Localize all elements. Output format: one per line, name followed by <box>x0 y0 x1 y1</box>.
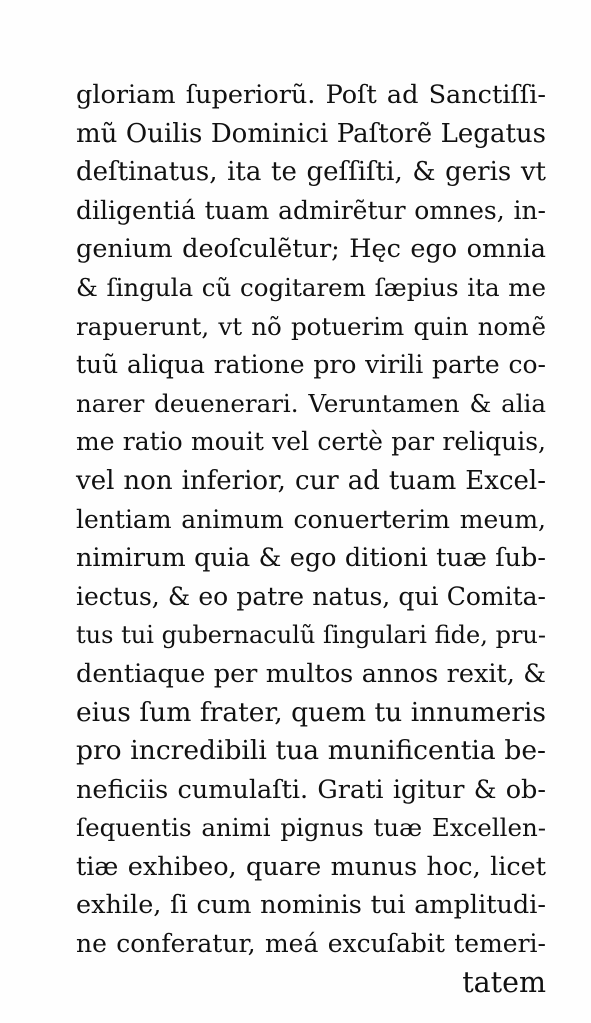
text-line: nimirum quia & ego ditioni tuæ ſub- <box>76 543 546 574</box>
text-line: me ratio mouit vel certè par reliquis, <box>76 427 546 457</box>
text-line: tiæ exhibeo, quare munus hoc, licet <box>76 851 546 882</box>
text-line: vel non inferior, cur ad tuam Excel- <box>76 465 546 496</box>
text-line: iectus, & eo patre natus, qui Comita- <box>76 581 546 611</box>
text-line: ne conferatur, meá excuſabit temeri- <box>76 929 546 959</box>
body-text <box>76 76 546 1002</box>
text-line: pro incredibili tua munificentia be- <box>76 735 546 767</box>
text-line: gloriam ſuperiorũ. Poſt ad Sanctiſſi- <box>76 80 546 110</box>
text-line: narer deuenerari. Veruntamen & alia <box>76 388 546 418</box>
text-line: lentiam animum conuerterim meum, <box>76 504 546 534</box>
text-line: tuũ aliqua ratione pro virili parte co- <box>76 350 546 380</box>
text-line: rapuerunt, vt nõ potuerim quin nomẽ <box>76 311 546 341</box>
text-line: exhile, ſi cum nominis tui amplitudi- <box>76 890 546 921</box>
text-line: neficiis cumulaſti. Grati igitur & ob- <box>76 774 546 805</box>
text-line: diligentiá tuam admirẽtur omnes, in- <box>76 195 546 225</box>
text-line: genium deoſculẽtur; Hęc ego omnia <box>76 234 546 265</box>
text-line: dentiaque per multos annos rexit, & <box>76 658 546 689</box>
catchword: tatem <box>462 965 546 999</box>
text-line: tus tui gubernaculũ ſingulari fide, pru- <box>76 621 546 650</box>
text-line: mũ Ouilis Dominici Paſtorẽ Legatus <box>76 118 546 149</box>
text-line: deſtinatus, ita te geſſiſti, & geris vt <box>76 157 546 188</box>
text-line: eius ſum frater, quem tu innumeris <box>76 696 546 728</box>
text-line: & ſingula cũ cogitarem ſæpius ita me <box>76 272 546 302</box>
text-line: ſequentis animi pignus tuæ Excellen- <box>76 813 546 843</box>
